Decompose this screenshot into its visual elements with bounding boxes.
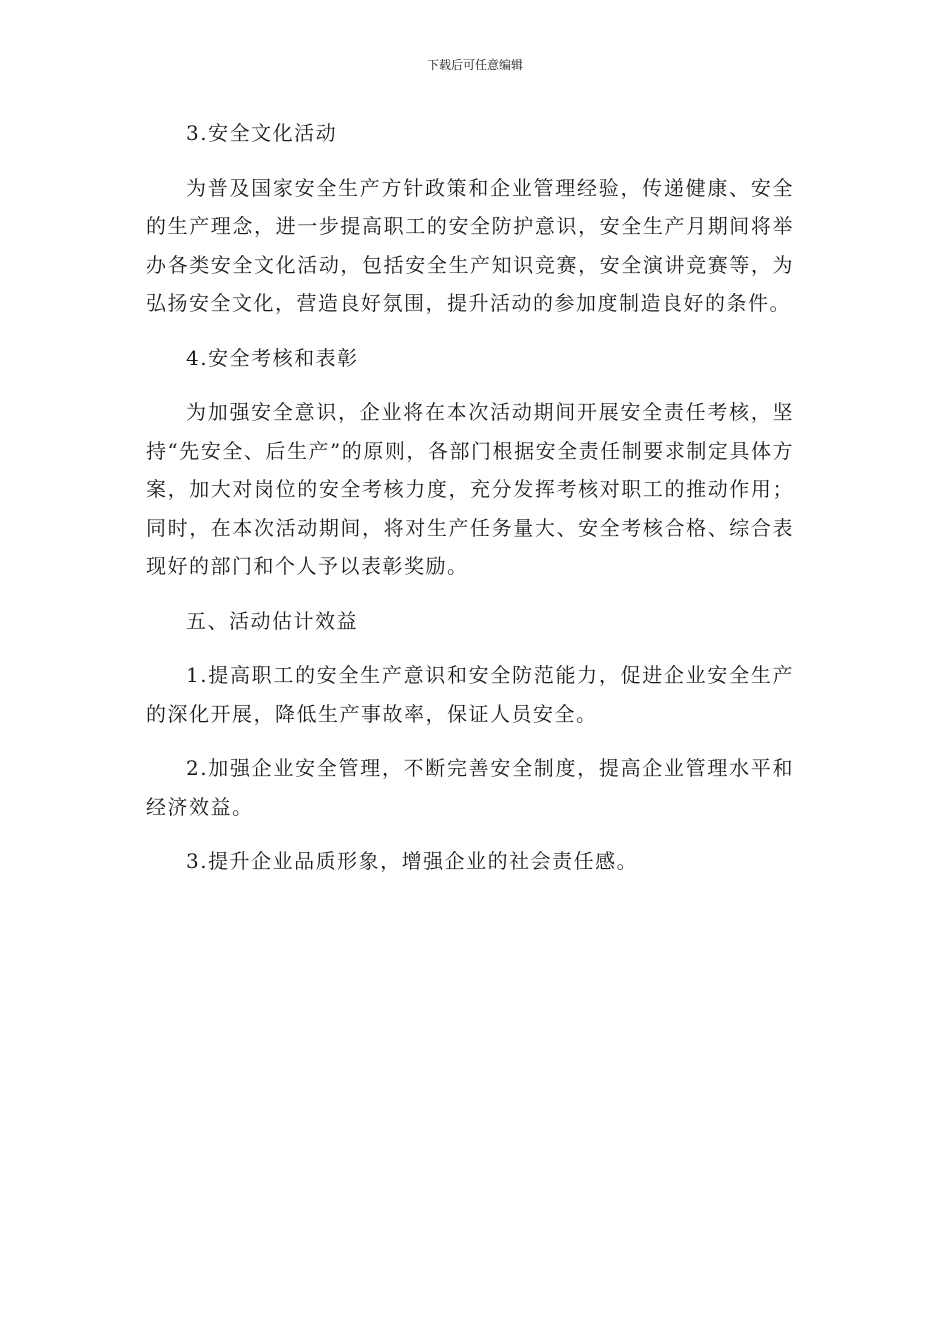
document-body [146,114,794,897]
paragraph-assessment-commendation: 为加强安全意识，企业将在本次活动期间开展安全责任考核，坚持“先安全、后生产”的原则，各部门根据安全责任制要求制定具体方案，加大对岗位的安全考核力度，充分发挥考核对职工的推动作用；同时，在本次活动期间，将对生产任务量大、安全考核合格、综合表现好的部门和个人予以表彰奖励。 [146,400,794,578]
page-header: 下载后可任意编辑 [426,58,523,72]
paragraph-safety-culture: 为普及国家安全生产方针政策和企业管理经验，传递健康、安全的生产理念，进一步提高职工的安全防护意识，安全生产月期间将举办各类安全文化活动，包括安全生产知识竞赛，安全演讲竞赛等，为弘扬安全文化，营造良好氛围，提升活动的参加度制造良好的条件。 [146,175,794,315]
section-heading-safety-culture: 3.安全文化活动 [186,121,338,145]
paragraph-benefit-2: 2.加强企业安全管理，不断完善安全制度，提高企业管理水平和经济效益。 [146,756,794,819]
paragraph-benefit-1: 1.提高职工的安全生产意识和安全防范能力，促进企业安全生产的深化开展，降低生产事故率，保证人员安全。 [146,663,794,726]
section-heading-expected-benefits: 五、活动估计效益 [186,608,358,633]
paragraph-benefit-3: 3.提升企业品质形象，增强企业的社会责任感。 [186,849,639,873]
section-heading-assessment-commendation: 4.安全考核和表彰 [186,345,359,370]
